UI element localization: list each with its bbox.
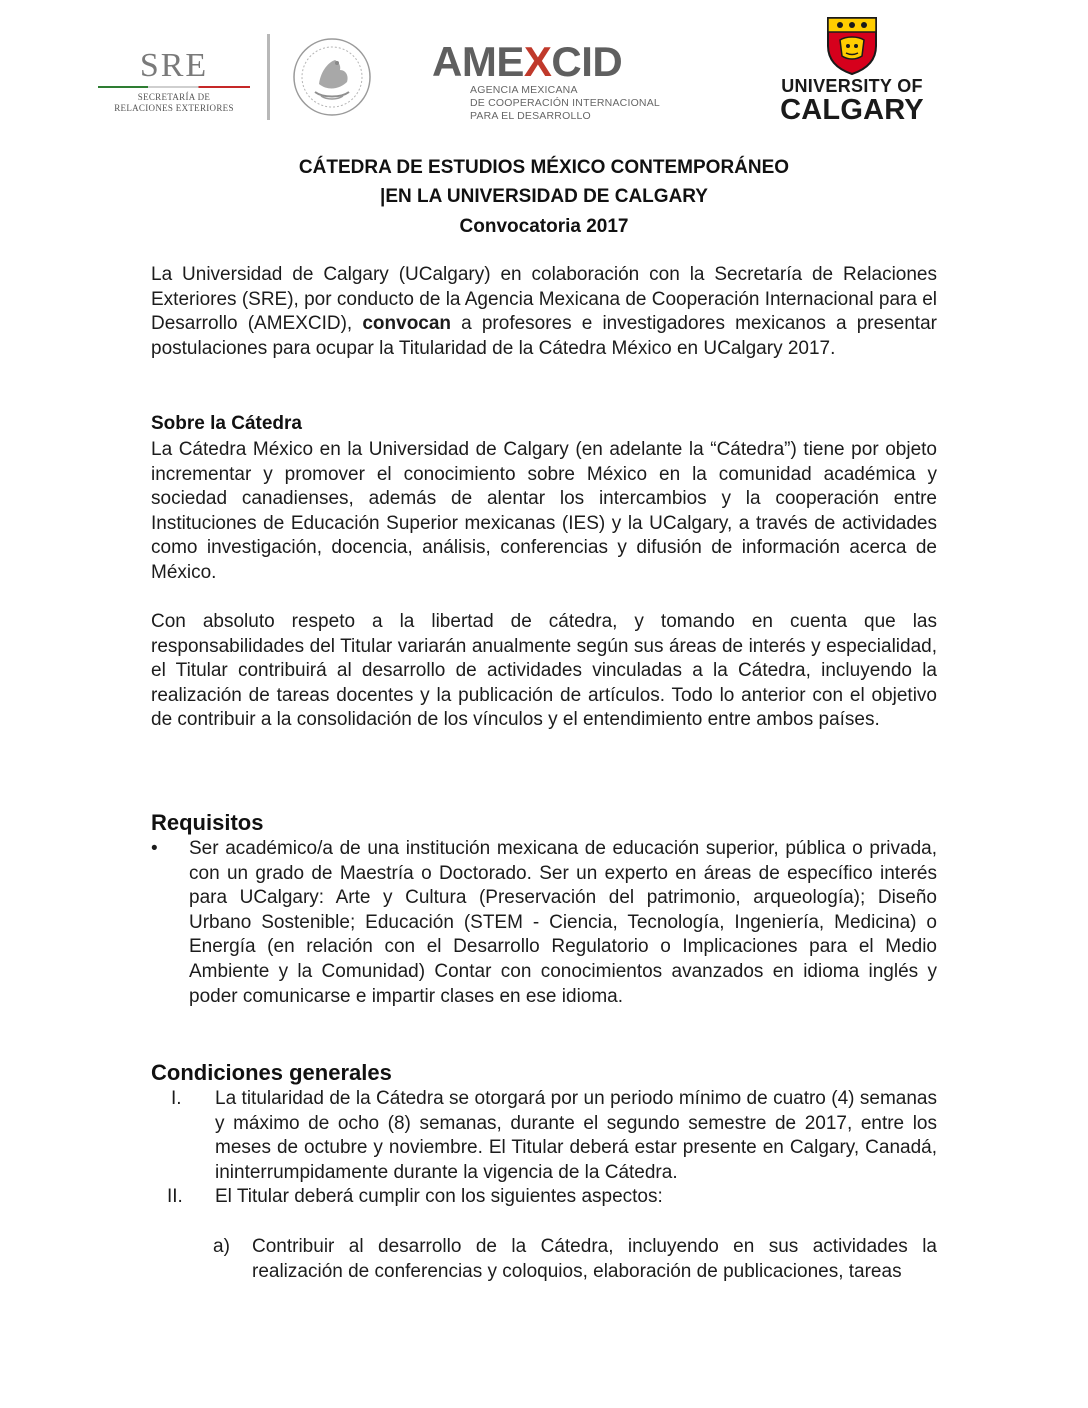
list-item	[151, 1235, 937, 1284]
list-item	[151, 1087, 937, 1185]
document-title-line2: |EN LA UNIVERSIDAD DE CALGARY	[380, 186, 708, 207]
logo-separator	[267, 34, 270, 120]
ucalgary-shield-icon	[826, 16, 878, 76]
condicion-2-text: El Titular deberá cumplir con los siguientes aspectos:	[215, 1186, 663, 1208]
sobre-paragraph-2: Con absoluto respeto a la libertad de cátedra, y tomando en cuenta que las responsabilidades del Titular variarán anualmente según sus áreas de interés y especialidad, el Titular contribuirá al desarrollo de actividades vinculadas a la Cátedra, incluyendo la realización de tareas docentes y la publicación de artículos. Todo lo anterior con el objetivo de contribuir a la consolidación de los vínculos y el entendimiento entre ambos países.	[151, 611, 937, 731]
document-title-line1: CÁTEDRA DE ESTUDIOS MÉXICO CONTEMPORÁNEO	[298, 157, 790, 178]
mexico-coat-of-arms-seal	[291, 36, 373, 118]
roman-numeral-2: II.	[167, 1186, 183, 1208]
sub-letter-a: a)	[213, 1235, 230, 1257]
amexcid-line2: DE COOPERACIÓN INTERNACIONAL	[470, 97, 660, 109]
roman-numeral-1: I.	[171, 1088, 182, 1109]
intro-text-2: a profesores e investigadores mexicanos a presentar postulaciones para ocupar la Titularidad de la Cátedra México en UCalgary 2017.	[151, 313, 937, 359]
sobre-heading: Sobre la Cátedra	[151, 413, 302, 434]
header-logos	[0, 0, 1088, 140]
amexcid-x-mark: X	[523, 38, 552, 85]
ucalgary-line2: CALGARY	[780, 94, 924, 126]
sre-acronym: SRE	[139, 47, 209, 84]
sre-tricolor-line	[98, 86, 250, 88]
document-title-line3: Convocatoria 2017	[459, 216, 629, 237]
condiciones-list	[151, 1087, 937, 1284]
amexcid-line1: AGENCIA MEXICANA	[470, 84, 578, 96]
bullet-marker: •	[151, 838, 158, 859]
intro-text-1: La Universidad de Calgary (UCalgary) en colaboración con la Secretaría de Relaciones Exteriores (SRE), por conducto de la Agencia Mexicana de Cooperación Internacional para el Desarrollo (AMEXCID),	[151, 264, 937, 335]
intro-bold-word: convocan	[362, 313, 452, 335]
sre-line2: RELACIONES EXTERIORES	[114, 103, 234, 113]
amexcid-line3: PARA EL DESARROLLO	[470, 110, 591, 122]
subitem-a-text: Contribuir al desarrollo de la Cátedra, incluyendo en sus actividades la realización de conferencias y coloquios, elaboración de publicaciones, tareas	[252, 1235, 937, 1282]
requisitos-item-text: Ser académico/a de una institución mexicana de educación superior, pública o privada, con un grado de Maestría o Doctorado. Ser un experto en áreas de específico interés para UCalgary: Arte y Cultura (Preservación del patrimonio, arqueología); Diseño Urbano Sostenible; Educación (STEM - Ciencia, Tecnología, Ingeniería, Medicina) o Energía (en relación con el Desarrollo Regulatorio o Implicaciones para el Medio Ambiente y la Comunidad) Contar con conocimientos avanzados en idioma inglés y poder comunicarse e impartir clases en ese idioma.	[189, 838, 937, 1007]
requisitos-list	[151, 837, 937, 1009]
intro-paragraph	[151, 263, 937, 361]
amexcid-wordmark	[432, 40, 662, 84]
sobre-paragraph-1: La Cátedra México en la Universidad de Calgary (en adelante la “Cátedra”) tiene por objeto incrementar y promover el conocimiento sobre México en la comunidad académica y sociedad canadienses, además de alentar los intercambios y la cooperación entre Instituciones de Educación Superior mexicanas (IES) y la UCalgary, a través de actividades como investigación, docencia, análisis, conferencias y difusión de información acerca de México.	[151, 439, 937, 583]
amexcid-wordmark-a: AME	[432, 38, 524, 85]
requisitos-heading: Requisitos	[151, 810, 264, 835]
sre-line1: SECRETARÍA DE	[137, 92, 211, 102]
condiciones-heading: Condiciones generales	[151, 1060, 392, 1085]
ucalgary-logo	[776, 16, 928, 124]
sre-logo	[98, 48, 250, 114]
ucalgary-line1: UNIVERSITY OF	[781, 76, 923, 96]
list-item	[151, 837, 937, 1009]
condicion-1-text: La titularidad de la Cátedra se otorgará por un periodo mínimo de cuatro (4) semanas y máximo de ocho (8) semanas, durante el segundo semestre de 2017, entre los meses de octubre y noviembre. El Titular deberá estar presente en Calgary, Canadá, ininterrumpidamente durante la vigencia de la Cátedra.	[215, 1088, 937, 1183]
amexcid-logo	[432, 40, 662, 123]
list-item	[151, 1185, 937, 1210]
amexcid-wordmark-b: CID	[551, 38, 623, 85]
